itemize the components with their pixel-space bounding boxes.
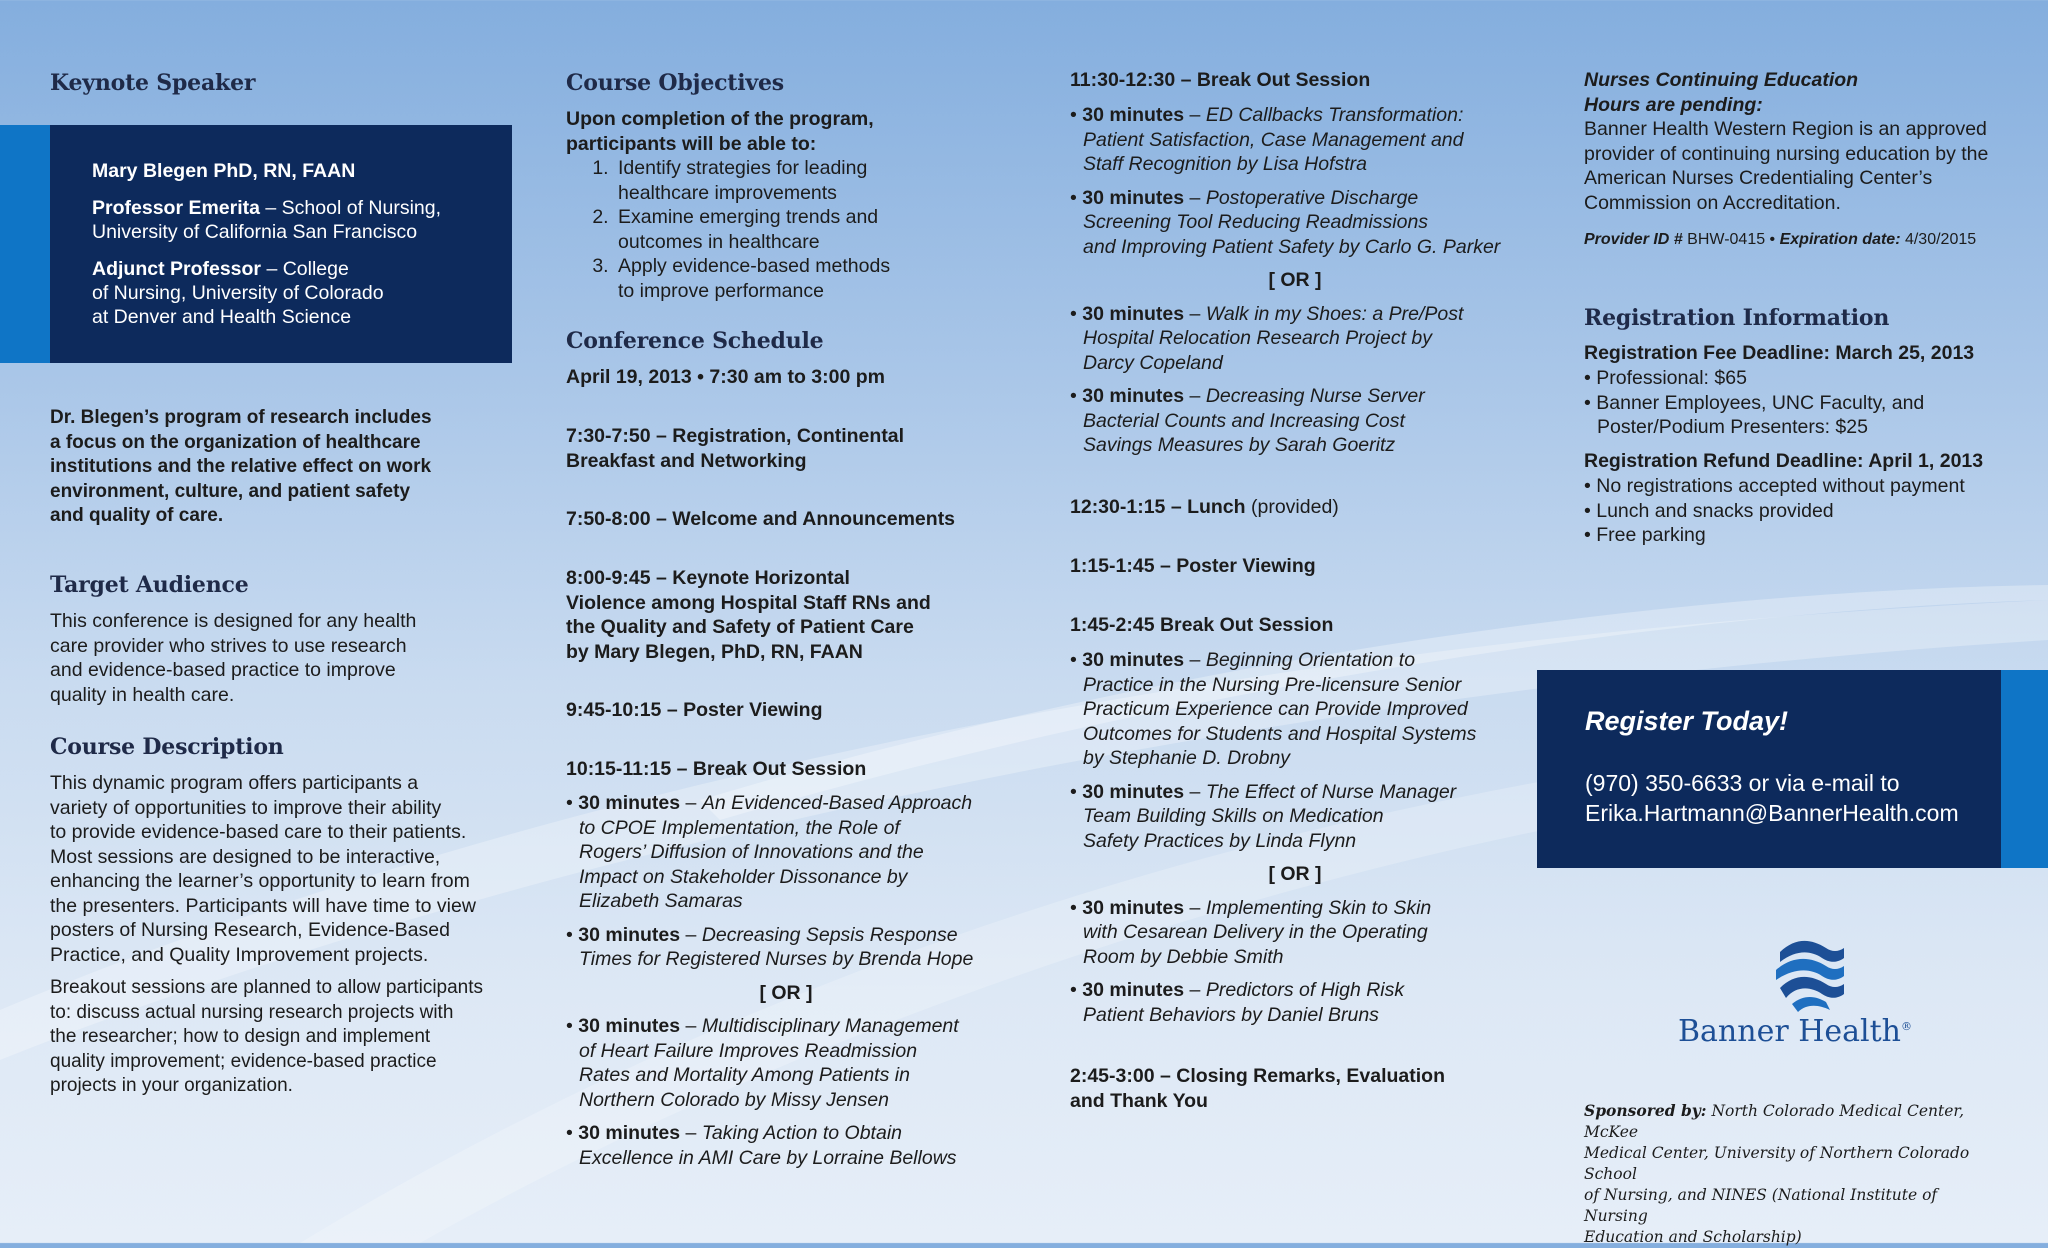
dash: – bbox=[680, 1015, 702, 1037]
title1-line2: University of California San Francisco bbox=[92, 221, 418, 243]
objective-line: to improve performance bbox=[618, 279, 824, 302]
ce-line: Commission on Accreditation. bbox=[1584, 191, 1841, 214]
keynote-box-accent bbox=[0, 125, 50, 363]
register-phone: (970) 350-6633 or via e-mail to bbox=[1585, 770, 1900, 796]
objective-line: Apply evidence-based methods bbox=[618, 255, 891, 277]
banner-health-logo bbox=[1678, 1014, 1912, 1049]
schedule-keynote bbox=[566, 566, 931, 664]
bio-line: and quality of care. bbox=[50, 505, 224, 526]
sponsor-label: Sponsored by: bbox=[1584, 1101, 1707, 1120]
desc-line: Practice, and Quality Improvement projects. bbox=[50, 943, 429, 966]
session-line: with Cesarean Delivery in the Operating bbox=[1083, 921, 1428, 943]
session-line: Rogers’ Diffusion of Innovations and the bbox=[579, 841, 924, 863]
keynote-box bbox=[50, 125, 512, 363]
desc-line: variety of opportunities to improve their ability bbox=[50, 796, 442, 819]
target-heading: Target Audience bbox=[50, 572, 249, 598]
session-duration: 30 minutes bbox=[578, 1015, 681, 1037]
objective-item bbox=[614, 156, 890, 205]
schedule-line: 7:30-7:50 – Registration, Continental bbox=[566, 425, 905, 447]
schedule-line: Breakfast and Networking bbox=[566, 449, 807, 472]
lunch-bold: 12:30-1:15 – Lunch bbox=[1070, 496, 1246, 518]
desc-line: the presenters. Participants will have time to view bbox=[50, 894, 476, 917]
breakout3-title: 1:45-2:45 Break Out Session bbox=[1070, 614, 1334, 636]
desc-line: projects in your organization. bbox=[50, 1075, 293, 1096]
session-duration: 30 minutes bbox=[578, 1122, 681, 1144]
keynote-heading: Keynote Speaker bbox=[50, 70, 256, 96]
refund-list bbox=[1584, 474, 1965, 548]
session-line: Safety Practices by Linda Flynn bbox=[1083, 829, 1357, 852]
desc-line: Most sessions are designed to be interactive, bbox=[50, 845, 441, 868]
objective-item bbox=[614, 254, 890, 303]
description-heading: Course Description bbox=[50, 734, 284, 760]
session-line: Hospital Relocation Research Project by bbox=[1083, 327, 1433, 349]
session-line: Implementing Skin to Skin bbox=[1205, 896, 1432, 919]
breakout2-title: 11:30-12:30 – Break Out Session bbox=[1070, 69, 1371, 91]
session-duration: 30 minutes bbox=[1082, 104, 1185, 126]
sponsor-line: Education and Scholarship) bbox=[1584, 1228, 1802, 1246]
fee-item: • Professional: $65 bbox=[1584, 367, 1747, 389]
schedule-line: by Mary Blegen, PhD, RN, FAAN bbox=[566, 640, 863, 663]
session-duration: 30 minutes bbox=[1082, 302, 1185, 325]
session-duration: 30 minutes bbox=[1082, 385, 1185, 407]
title1-rest: – School of Nursing, bbox=[260, 197, 442, 219]
session-line: Decreasing Sepsis Response bbox=[701, 923, 958, 946]
session-item: • 30 minutes – Postoperative Discharge Screening Tool Reducing Readmissions and Improving Patient Safety by Carlo G. Parker bbox=[1070, 186, 1501, 258]
schedule-poster1: 9:45-10:15 – Poster Viewing bbox=[566, 699, 823, 721]
session-line: Decreasing Nurse Server bbox=[1205, 385, 1425, 407]
session-item: • 30 minutes – Multidisciplinary Management of Heart Failure Improves Readmission Rates and Mortality Among Patients in Northern Colorado by Missy Jensen bbox=[566, 1015, 959, 1111]
ce-heading-line: Hours are pending: bbox=[1584, 93, 1763, 116]
session-item: • 30 minutes – Walk in my Shoes: a Pre/Post Hospital Relocation Research Project by Darcy Copeland bbox=[1070, 302, 1464, 374]
schedule-line: 8:00-9:45 – Keynote Horizontal bbox=[566, 567, 850, 589]
session-line: and Improving Patient Safety by Carlo G. Parker bbox=[1083, 235, 1501, 258]
bio-line: a focus on the organization of healthcare bbox=[50, 431, 421, 453]
title1-bold: Professor Emerita bbox=[92, 197, 260, 219]
session-duration: 30 minutes bbox=[578, 792, 681, 814]
lunch-rest: (provided) bbox=[1245, 496, 1339, 518]
desc-line: to provide evidence-based care to their patients. bbox=[50, 821, 467, 843]
ce-line: American Nurses Credentialing Center’s bbox=[1584, 167, 1933, 189]
fee-list bbox=[1584, 366, 1924, 440]
fee-deadline: Registration Fee Deadline: March 25, 2013 bbox=[1584, 342, 1975, 364]
register-email[interactable]: Erika.Hartmann@BannerHealth.com bbox=[1585, 800, 1959, 826]
schedule-line: and Thank You bbox=[1070, 1089, 1208, 1112]
objective-line: healthcare improvements bbox=[618, 181, 837, 204]
schedule-registration bbox=[566, 424, 904, 473]
session-item: • 30 minutes – Implementing Skin to Skin with Cesarean Delivery in the Operating Room by Debbie Smith bbox=[1070, 896, 1432, 968]
session-line: Taking Action to Obtain bbox=[701, 1122, 902, 1144]
logo-registered-mark: ® bbox=[1900, 1020, 1912, 1033]
target-line: quality in health care. bbox=[50, 683, 235, 706]
objective-item bbox=[614, 205, 890, 254]
ce-line: provider of continuing nursing education by the bbox=[1584, 142, 1989, 165]
banner-flag-icon bbox=[1770, 934, 1850, 1016]
sponsor-line: North Colorado Medical Center, McKee bbox=[1584, 1102, 1965, 1141]
session-line: Northern Colorado by Missy Jensen bbox=[579, 1088, 889, 1111]
provider-label: Provider ID # bbox=[1584, 231, 1683, 248]
schedule-lunch bbox=[1070, 495, 1339, 520]
or-divider: [ OR ] bbox=[1268, 269, 1322, 291]
bio-line: institutions and the relative effect on work bbox=[50, 456, 432, 477]
intro-line: participants will be able to: bbox=[566, 132, 817, 155]
description-para2 bbox=[50, 976, 483, 1099]
session-item: • 30 minutes – Predictors of High Risk Patient Behaviors by Daniel Bruns bbox=[1070, 979, 1405, 1026]
session-line: The Effect of Nurse Manager bbox=[1205, 780, 1457, 803]
intro-line: Upon completion of the program, bbox=[566, 108, 874, 130]
dash: – bbox=[1184, 979, 1206, 1001]
registration-heading: Registration Information bbox=[1584, 305, 1890, 331]
session-line: Predictors of High Risk bbox=[1205, 979, 1405, 1001]
dash: – bbox=[1184, 385, 1206, 407]
schedule-line: Violence among Hospital Staff RNs and bbox=[566, 591, 931, 614]
schedule-date: April 19, 2013 • 7:30 am to 3:00 pm bbox=[566, 366, 885, 388]
session-item: • 30 minutes – An Evidenced-Based Approach to CPOE Implementation, the Role of Rogers’ Diffusion of Innovations and the Impact on Stakeholder Dissonance by Elizabeth Samaras bbox=[566, 792, 973, 912]
register-title: Register Today! bbox=[1585, 706, 1789, 736]
target-line: care provider who strives to use research bbox=[50, 634, 407, 657]
session-line: by Stephanie D. Drobny bbox=[1083, 747, 1291, 769]
ce-heading-line: Nurses Continuing Education bbox=[1584, 69, 1859, 91]
desc-line: posters of Nursing Research, Evidence-Based bbox=[50, 919, 450, 941]
or-divider: [ OR ] bbox=[759, 981, 813, 1004]
desc-line: Breakout sessions are planned to allow participants bbox=[50, 977, 484, 998]
objective-line: outcomes in healthcare bbox=[618, 230, 820, 253]
session-item: • 30 minutes – ED Callbacks Transformation: Patient Satisfaction, Case Management and Staff Recognition by Lisa Hofstra bbox=[1070, 104, 1464, 175]
ce-line: Banner Health Western Region is an approved bbox=[1584, 118, 1987, 140]
desc-line: This dynamic program offers participants a bbox=[50, 772, 419, 794]
session-item: • 30 minutes – Beginning Orientation to Practice in the Nursing Pre-licensure Senior Practicum Experience can Provide Improved Outcomes for Students and Hospital Systems by Stephanie D. Drobny bbox=[1070, 649, 1477, 769]
objectives-heading: Course Objectives bbox=[566, 70, 784, 96]
session-line: Impact on Stakeholder Dissonance by bbox=[579, 865, 908, 888]
schedule-poster2: 1:15-1:45 – Poster Viewing bbox=[1070, 555, 1316, 577]
dash: – bbox=[680, 1122, 702, 1144]
register-box bbox=[1537, 670, 2001, 868]
session-line: Screening Tool Reducing Readmissions bbox=[1083, 211, 1429, 233]
schedule-heading: Conference Schedule bbox=[566, 328, 824, 354]
or-divider: [ OR ] bbox=[1268, 863, 1322, 885]
session-duration: 30 minutes bbox=[1082, 896, 1185, 919]
title2-rest: – College bbox=[261, 258, 349, 280]
session-line: Beginning Orientation to bbox=[1205, 649, 1416, 671]
dash: – bbox=[680, 792, 702, 814]
bio-line: Dr. Blegen’s program of research includes bbox=[50, 407, 432, 428]
session-line: Savings Measures by Sarah Goeritz bbox=[1083, 434, 1396, 456]
session-line: Practice in the Nursing Pre-licensure Senior bbox=[1083, 673, 1462, 696]
session-duration: 30 minutes bbox=[578, 923, 681, 946]
breakout3-list bbox=[1070, 648, 1520, 1027]
ce-provider bbox=[1584, 228, 1976, 253]
speaker-title1 bbox=[92, 196, 441, 244]
breakout2-list bbox=[1070, 103, 1520, 458]
session-item: • 30 minutes – Decreasing Nurse Server Bacterial Counts and Increasing Cost Savings Measures by Sarah Goeritz bbox=[1070, 385, 1425, 456]
session-line: Excellence in AMI Care by Lorraine Bellows bbox=[579, 1146, 957, 1169]
schedule-welcome: 7:50-8:00 – Welcome and Announcements bbox=[566, 508, 956, 530]
objectives-list bbox=[566, 156, 890, 303]
session-duration: 30 minutes bbox=[1082, 186, 1185, 209]
dash: – bbox=[1184, 896, 1206, 919]
fee-item: Poster/Podium Presenters: $25 bbox=[1597, 416, 1868, 438]
session-item: • 30 minutes – The Effect of Nurse Manager Team Building Skills on Medication Safety Practices by Linda Flynn bbox=[1070, 780, 1457, 852]
session-line: Rates and Mortality Among Patients in bbox=[579, 1064, 910, 1086]
fee-item: • Banner Employees, UNC Faculty, and bbox=[1584, 391, 1925, 414]
ce-body bbox=[1584, 117, 1988, 215]
session-item: • 30 minutes – Decreasing Sepsis Response Times for Registered Nurses by Brenda Hope bbox=[566, 923, 974, 970]
dash: – bbox=[1184, 104, 1206, 126]
schedule-line: 2:45-3:00 – Closing Remarks, Evaluation bbox=[1070, 1065, 1445, 1087]
expiration-label: Expiration date: bbox=[1779, 231, 1901, 248]
session-line: of Heart Failure Improves Readmission bbox=[579, 1039, 918, 1062]
session-line: Times for Registered Nurses by Brenda Hope bbox=[579, 948, 974, 970]
title2-line3: at Denver and Health Science bbox=[92, 306, 352, 328]
session-line: Practicum Experience can Provide Improved bbox=[1083, 698, 1468, 720]
refund-deadline: Registration Refund Deadline: April 1, 2013 bbox=[1584, 450, 1984, 472]
objective-line: Examine emerging trends and bbox=[618, 206, 879, 228]
session-line: Postoperative Discharge bbox=[1205, 186, 1419, 209]
description-para1 bbox=[50, 771, 476, 967]
session-line: Darcy Copeland bbox=[1083, 351, 1223, 374]
dash: – bbox=[1184, 649, 1206, 671]
session-line: ED Callbacks Transformation: bbox=[1205, 104, 1464, 126]
speaker-name: Mary Blegen PhD, RN, FAAN bbox=[92, 160, 356, 182]
dash: – bbox=[680, 923, 702, 946]
breakout1-list bbox=[566, 791, 1006, 1170]
session-line: Bacterial Counts and Increasing Cost bbox=[1083, 409, 1405, 432]
session-line: Patient Behaviors by Daniel Bruns bbox=[1083, 1003, 1379, 1026]
speaker-title2 bbox=[92, 257, 384, 329]
session-line: An Evidenced-Based Approach bbox=[701, 792, 973, 814]
target-line: This conference is designed for any health bbox=[50, 610, 417, 632]
refund-item: • Free parking bbox=[1584, 524, 1706, 546]
ce-heading bbox=[1584, 68, 1858, 117]
expiration-value: 4/30/2015 bbox=[1900, 231, 1977, 248]
dash: – bbox=[1184, 780, 1206, 803]
desc-line: to: discuss actual nursing research projects with bbox=[50, 1001, 454, 1023]
session-item: • 30 minutes – Taking Action to Obtain Excellence in AMI Care by Lorraine Bellows bbox=[566, 1122, 957, 1169]
objective-line: Identify strategies for leading bbox=[618, 157, 868, 179]
register-box-accent bbox=[2001, 670, 2048, 868]
provider-value: BHW-0415 • bbox=[1682, 231, 1780, 248]
session-duration: 30 minutes bbox=[1082, 780, 1185, 803]
desc-line: quality improvement; evidence-based practice bbox=[50, 1050, 437, 1072]
schedule-line: the Quality and Safety of Patient Care bbox=[566, 616, 914, 638]
logo-text: Banner Health bbox=[1678, 1014, 1901, 1049]
session-line: Outcomes for Students and Hospital Systems bbox=[1083, 722, 1477, 745]
session-line: to CPOE Implementation, the Role of bbox=[579, 816, 900, 839]
objectives-intro bbox=[566, 107, 874, 156]
session-line: Team Building Skills on Medication bbox=[1083, 805, 1384, 827]
sponsor-line: of Nursing, and NINES (National Institute of Nursing bbox=[1584, 1186, 1938, 1225]
session-duration: 30 minutes bbox=[1082, 649, 1185, 671]
schedule-closing bbox=[1070, 1064, 1445, 1113]
desc-line: enhancing the learner’s opportunity to learn from bbox=[50, 870, 470, 892]
session-line: Patient Satisfaction, Case Management and bbox=[1083, 128, 1464, 151]
session-line: Multidisciplinary Management bbox=[701, 1015, 959, 1037]
sponsor-text bbox=[1584, 1100, 2004, 1248]
target-text bbox=[50, 609, 416, 707]
dash: – bbox=[1184, 186, 1206, 209]
dash: – bbox=[1184, 302, 1206, 325]
session-line: Walk in my Shoes: a Pre/Post bbox=[1205, 302, 1464, 325]
session-line: Room by Debbie Smith bbox=[1083, 945, 1284, 968]
title2-bold: Adjunct Professor bbox=[92, 258, 262, 280]
bio-line: environment, culture, and patient safety bbox=[50, 480, 411, 502]
target-line: and evidence-based practice to improve bbox=[50, 659, 396, 681]
refund-item: • Lunch and snacks provided bbox=[1584, 499, 1834, 522]
title2-line2: of Nursing, University of Colorado bbox=[92, 282, 384, 304]
session-duration: 30 minutes bbox=[1082, 979, 1185, 1001]
sponsor-line: Medical Center, University of Northern Colorado School bbox=[1584, 1144, 1970, 1183]
session-line: Elizabeth Samaras bbox=[579, 890, 743, 912]
breakout1-title: 10:15-11:15 – Break Out Session bbox=[566, 758, 867, 780]
desc-line: the researcher; how to design and implement bbox=[50, 1026, 431, 1047]
refund-item: • No registrations accepted without payment bbox=[1584, 475, 1965, 497]
keynote-bio bbox=[50, 406, 432, 529]
session-line: Staff Recognition by Lisa Hofstra bbox=[1083, 153, 1367, 175]
